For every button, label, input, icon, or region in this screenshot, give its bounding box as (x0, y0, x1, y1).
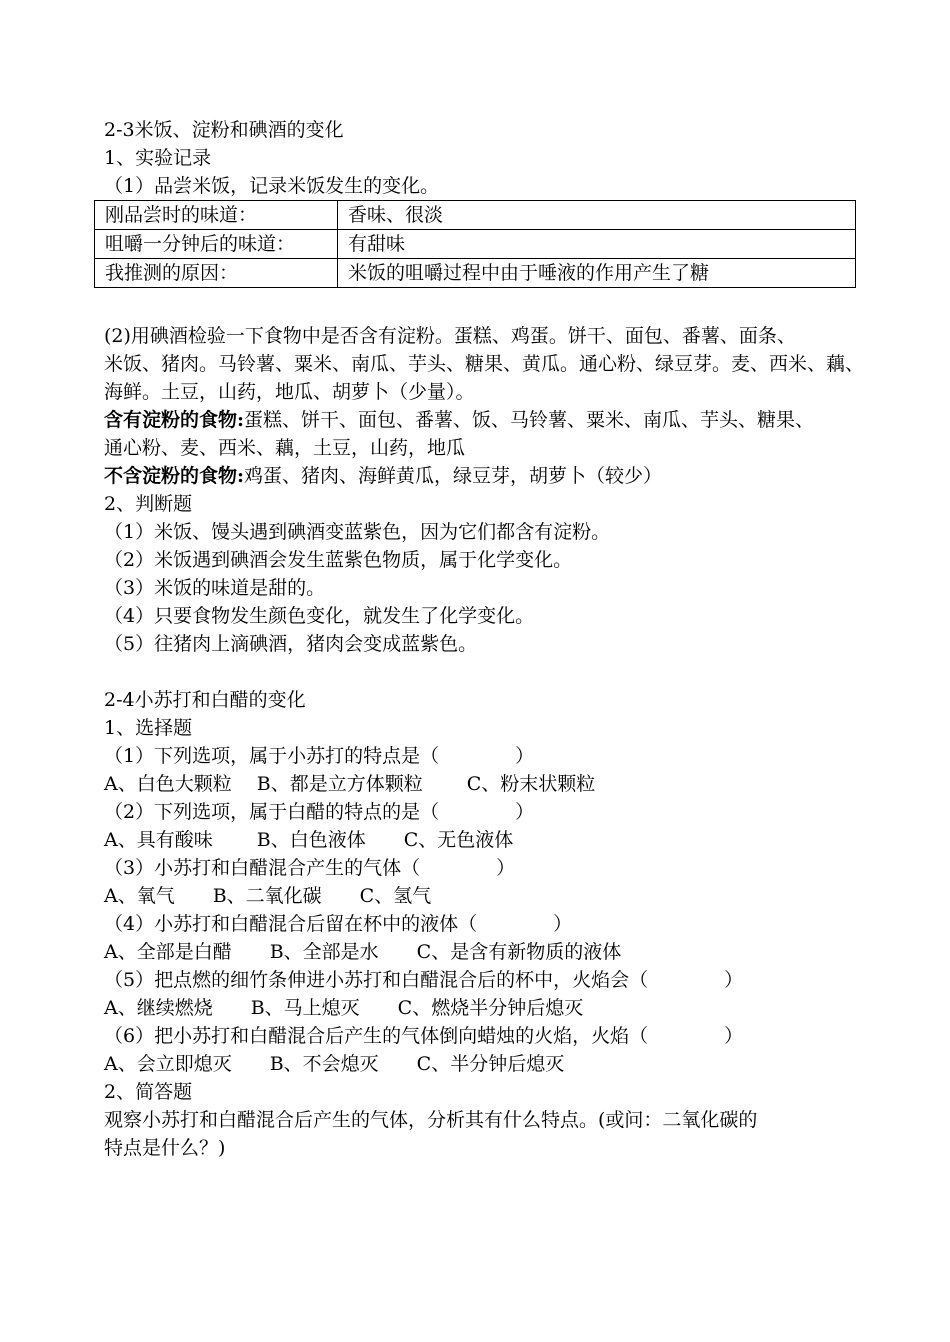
non-starch-label: 不含淀粉的食物: (104, 465, 245, 487)
starch-foods (104, 406, 864, 434)
choice-item: （2）下列选项，属于白醋的特点的是（ ） (104, 801, 535, 823)
non-starch-foods (104, 462, 864, 490)
table-row (95, 230, 856, 259)
subsection-heading: 1、实验记录 (104, 147, 212, 169)
choice-item: （1）下列选项，属于小苏打的特点是（ ） (104, 745, 535, 767)
choice-item: （3）小苏打和白醋混合产生的气体（ ） (104, 857, 516, 879)
starch-foods-cont: 通心粉、麦、西米、藕，土豆，山药，地瓜 (104, 437, 466, 459)
judge-item: （1）米饭、馒头遇到碘酒变蓝紫色，因为它们都含有淀粉。 (104, 521, 611, 543)
table-cell: 我推测的原因： (95, 259, 338, 288)
choice-options: A、全部是白醋 B、全部是水 C、是含有新物质的液体 (104, 941, 622, 963)
document-page (104, 116, 864, 1162)
subsection-heading: 2、简答题 (104, 1081, 193, 1103)
choice-item: （4）小苏打和白醋混合后留在杯中的液体（ ） (104, 913, 573, 935)
judge-item: （5）往猪肉上滴碘酒，猪肉会变成蓝紫色。 (104, 633, 478, 655)
table-cell: 米饭的咀嚼过程中由于唾液的作用产生了糖 (338, 259, 856, 288)
table-cell: 刚品尝时的味道： (95, 201, 338, 230)
judge-item: （2）米饭遇到碘酒会发生蓝紫色物质，属于化学变化。 (104, 549, 573, 571)
record-table (94, 200, 856, 288)
starch-text: 蛋糕、饼干、面包、番薯、饭、马铃薯、粟米、南瓜、芋头、糖果、 (244, 409, 815, 431)
subsection-heading: 1、选择题 (104, 717, 193, 739)
subsection-heading: 2、判断题 (104, 493, 193, 515)
short-answer-question: 观察小苏打和白醋混合后产生的气体，分析其有什么特点。(或问：二氧化碳的 (104, 1109, 758, 1131)
choice-item: （6）把小苏打和白醋混合后产生的气体倒向蜡烛的火焰，火焰（ ） (104, 1025, 744, 1047)
section-title: 2-3米饭、淀粉和碘酒的变化 (104, 119, 344, 141)
judge-item: （4）只要食物发生颜色变化，就发生了化学变化。 (104, 605, 535, 627)
short-answer-question-cont: 特点是什么？) (104, 1137, 226, 1159)
section-title: 2-4小苏打和白醋的变化 (104, 689, 306, 711)
table-row (95, 201, 856, 230)
question-text: 米饭、猪肉。马铃薯、粟米、南瓜、芋头、糖果、黄瓜。通心粉、绿豆芽。麦、西米、藕、 (104, 353, 865, 375)
question-text: (2)用碘酒检验一下食物中是否含有淀粉。蛋糕、鸡蛋。饼干、面包、番薯、面条、 (104, 325, 796, 347)
table-cell: 咀嚼一分钟后的味道： (95, 230, 338, 259)
choice-options: A、继续燃烧 B、马上熄灭 C、燃烧半分钟后熄灭 (104, 997, 584, 1019)
choice-options: A、具有酸味 B、白色液体 C、无色液体 (104, 829, 514, 851)
non-starch-text: 鸡蛋、猪肉、海鲜黄瓜，绿豆芽，胡萝卜（较少） (244, 465, 663, 487)
table-cell: 香味、很淡 (338, 201, 856, 230)
table-row (95, 259, 856, 288)
choice-item: （5）把点燃的细竹条伸进小苏打和白醋混合后的杯中，火焰会（ ） (104, 969, 744, 991)
starch-label: 含有淀粉的食物: (104, 409, 245, 431)
choice-options: A、会立即熄灭 B、不会熄灭 C、半分钟后熄灭 (104, 1053, 565, 1075)
choice-options: A、氧气 B、二氧化碳 C、氢气 (104, 885, 432, 907)
judge-item: （3）米饭的味道是甜的。 (104, 577, 326, 599)
table-cell: 有甜味 (338, 230, 856, 259)
question-text: 海鲜。土豆，山药，地瓜、胡萝卜（少量）。 (104, 381, 475, 403)
choice-options: A、白色大颗粒 B、都是立方体颗粒 C、粉末状颗粒 (104, 773, 596, 795)
question-text: （1）品尝米饭，记录米饭发生的变化。 (104, 175, 440, 197)
